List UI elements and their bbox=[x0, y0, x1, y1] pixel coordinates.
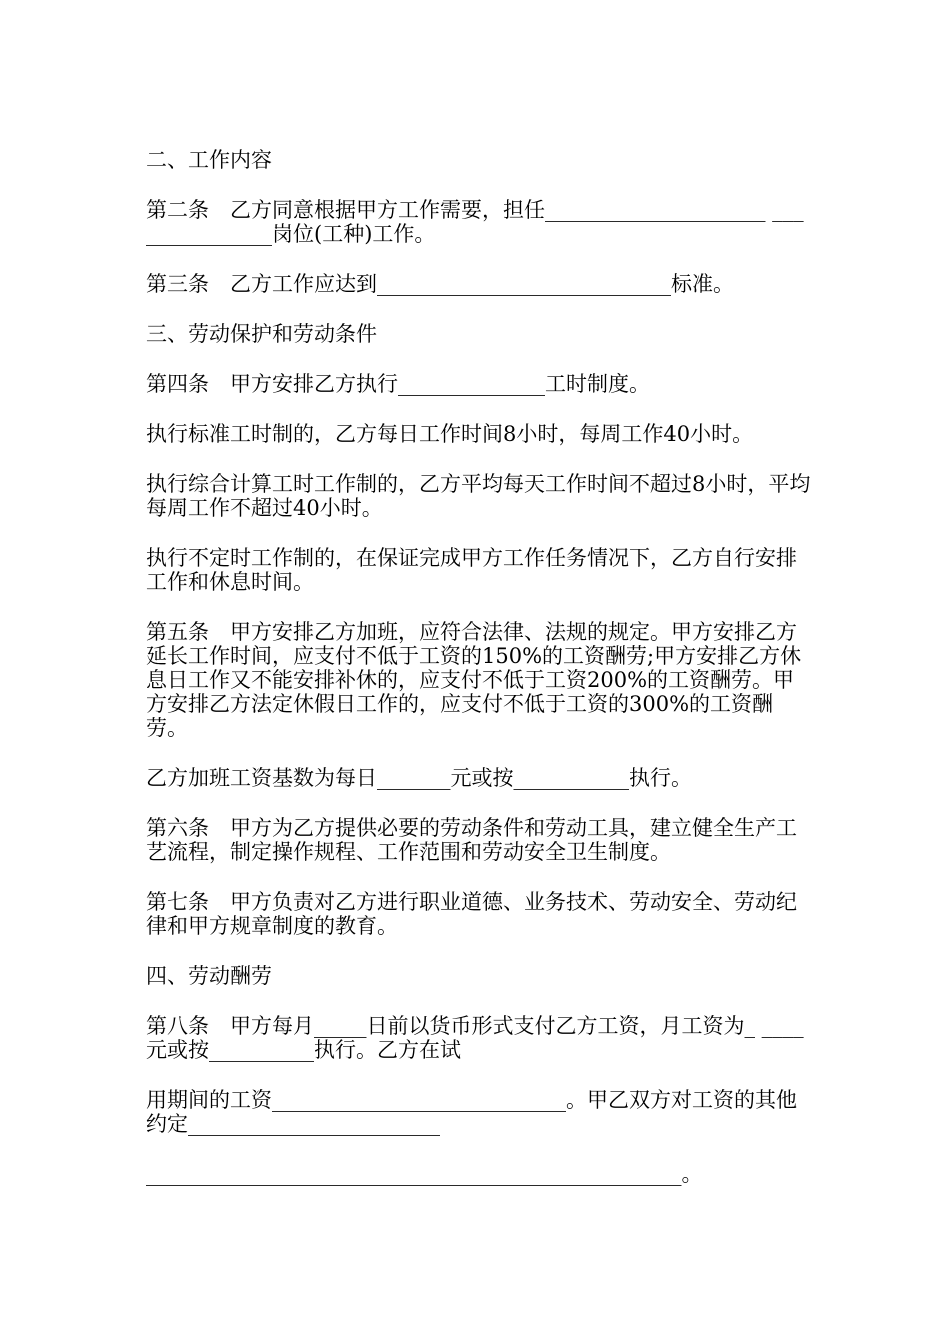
section-heading-labor-protection: 三、劳动保护和劳动条件 bbox=[146, 322, 377, 346]
standard-hours-paragraph: 执行标准工时制的，乙方每日工作时间8小时，每周工作40小时。 bbox=[146, 422, 754, 446]
comprehensive-hours-paragraph: 执行综合计算工时工作制的，乙方平均每天工作时间不超过8小时，平均每周工作不超过40小时。 bbox=[146, 472, 811, 520]
article-7: 第七条 甲方负责对乙方进行职业道德、业务技术、劳动安全、劳动纪律和甲方规章制度的教育。 bbox=[146, 890, 797, 938]
article-5: 第五条 甲方安排乙方加班，应符合法律、法规的规定。甲方安排乙方延长工作时间，应支付不低于工资的150%的工资酬劳;甲方安排乙方休息日工作又不能安排补休的，应支付不低于工资200%的工资酬劳。甲方安排乙方法定休假日工作的，应支付不低于工资的300%的工资酬劳。 bbox=[146, 620, 802, 740]
blank-line-paragraph: ___________________________________________________。 bbox=[146, 1162, 703, 1186]
article-6: 第六条 甲方为乙方提供必要的劳动条件和劳动工具，建立健全生产工艺流程，制定操作规程、工作范围和劳动安全卫生制度。 bbox=[146, 816, 797, 864]
article-4: 第四条 甲方安排乙方执行______________工时制度。 bbox=[146, 372, 650, 396]
article-8: 第八条 甲方每月_____日前以货币形式支付乙方工资，月工资为_ ____元或按__________执行。乙方在试 bbox=[146, 1014, 804, 1062]
document-page bbox=[146, 148, 814, 1212]
overtime-base-paragraph: 乙方加班工资基数为每日_______元或按___________执行。 bbox=[146, 766, 692, 790]
article-3: 第三条 乙方工作应达到____________________________标准。 bbox=[146, 272, 734, 296]
article-2: 第二条 乙方同意根据甲方工作需要，担任_____________________ _______________岗位(工种)工作。 bbox=[146, 198, 804, 246]
flexible-hours-paragraph: 执行不定时工作制的，在保证完成甲方工作任务情况下，乙方自行安排工作和休息时间。 bbox=[146, 546, 797, 594]
section-heading-remuneration: 四、劳动酬劳 bbox=[146, 964, 272, 988]
section-heading-work-content: 二、工作内容 bbox=[146, 148, 272, 172]
probation-wage-paragraph: 用期间的工资____________________________。甲乙双方对工资的其他约定________________________ bbox=[146, 1088, 797, 1136]
